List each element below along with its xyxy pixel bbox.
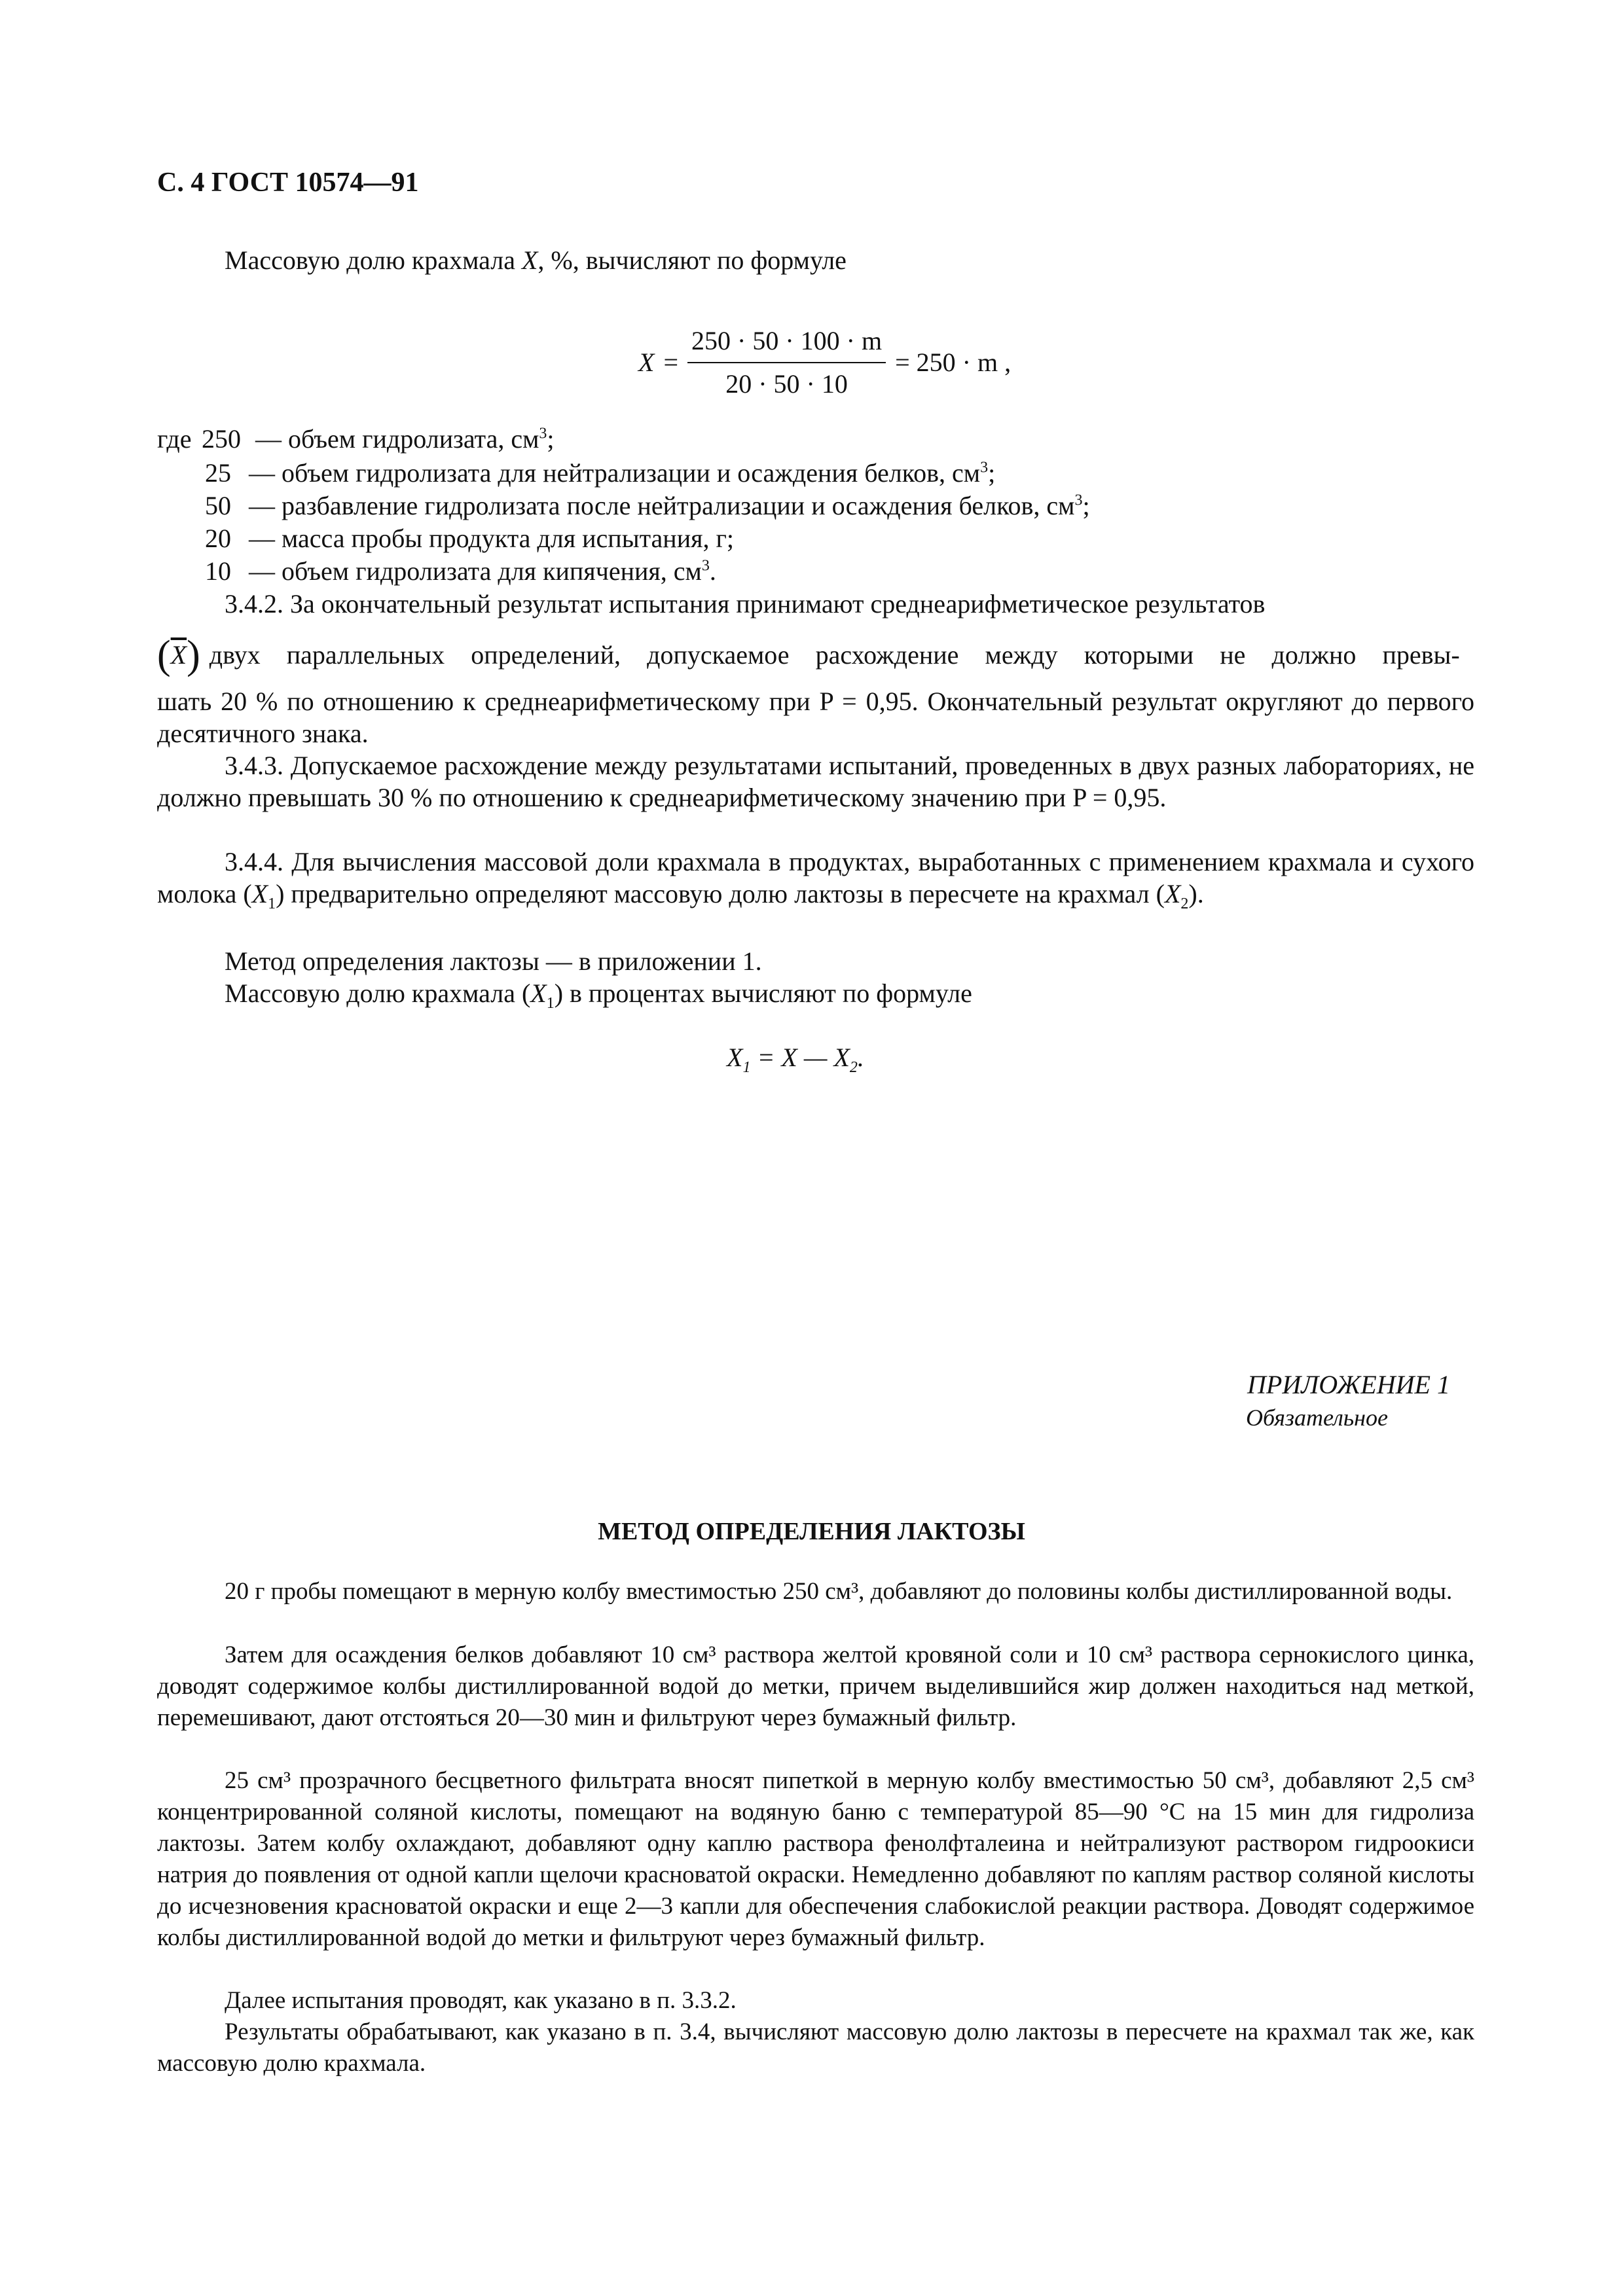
appendix-title: МЕТОД ОПРЕДЕЛЕНИЯ ЛАКТОЗЫ: [598, 1518, 1025, 1545]
formula-eq: =: [663, 348, 678, 377]
legend-text-3: — разбавление гидролизата после нейтрализации и осаждения белков, $см^3$;: [249, 491, 1090, 520]
legend-num-2: 25: [205, 458, 231, 488]
appendix-paragraph-5: Результаты обрабатывают, как указано в п. 3.4, вычисляют массовую долю лактозы в пересчете на крахмал так же, как массовую долю крахмала.: [157, 2018, 1474, 2077]
formula-fraction: [687, 324, 886, 401]
legend-num-4: 20: [205, 524, 231, 553]
paragraph-3-4-2-line1: 3.4.2. За окончательный результат испытания принимают среднеарифметическое результатов: [225, 589, 1266, 619]
starch-formula: [638, 324, 1011, 401]
legend-prefix: где: [157, 424, 192, 454]
difference-formula: $X_1 = X$ — $X_2$.: [727, 1043, 864, 1076]
appendix-paragraph-2: Затем для осаждения белков добавляют 10 см³ раствора желтой кровяной соли и 10 см³ раствора сернокислого цинка, доводят содержимое колбы дистиллированной водой до метки, причем выделившийся жир должен находиться над меткой, перемешивают, дают отстояться 20—30 мин и фильтруют через бумажный фильтр.: [157, 1641, 1474, 1731]
xbar-continuation: двух параллельных определений, допускаемое расхождение между которыми не должно превы-: [209, 640, 1460, 670]
formula-denominator: 20 · 50 · 10: [725, 369, 848, 399]
paragraph-3-4-4: 3.4.4. Для вычисления массовой доли крахмала в продуктах, выработанных с применением крахмала и сухого молока $(X_1)$ предварительно определяют массовую долю лактозы в пересчете на крахмал $(X_2)$.: [157, 847, 1474, 912]
intro-rest: , %, вычисляют по формуле: [538, 245, 847, 275]
legend-text-1: — объем гидролизата, $см^3$;: [255, 424, 555, 454]
formula-rhs: = 250 · m ,: [895, 348, 1012, 377]
appendix-paragraph-3: 25 см³ прозрачного бесцветного фильтрата вносят пипеткой в мерную колбу вместимостью 50 см³, добавляют 2,5 см³ концентрированной соляной кислоты, помещают на водяную баню с температурой 85—90 °С на 15 мин для гидролиза лактозы. Затем колбу охлаждают, добавляют одну каплю раствора фенолфталеина и нейтрализуют раствором гидроокиси натрия до появления от одной капли щелочи красноватой окраски. Немедленно добавляют по каплям раствор соляной кислоты до исчезновения красноватой окраски и еще 2—3 капли для обеспечения слабокислой реакции раствора. Доводят содержимое колбы дистиллированной водой до метки и фильтруют через бумажный фильтр.: [157, 1767, 1474, 1951]
method-reference: Метод определения лактозы — в приложении 1.: [225, 946, 762, 976]
legend-text-5: — объем гидролизата для кипячения, $см^3$.: [249, 556, 716, 586]
legend-text-4: — масса пробы продукта для испытания, г;: [249, 524, 735, 553]
appendix-status: Обязательное: [1246, 1405, 1388, 1431]
page-header: С. 4 ГОСТ 10574—91: [157, 168, 419, 198]
legend-num-5: 10: [205, 556, 231, 586]
appendix-paragraph-4: Далее испытания проводят, как указано в п. 3.3.2.: [225, 1987, 737, 2014]
xbar-symbol: $\overline{X}$: [170, 640, 187, 670]
formula-intro: [225, 243, 847, 278]
paragraph-3-4-2-rest: шать 20 % по отношению к среднеарифметическому при P = 0,95. Окончательный результат округляют до первого десятичного знака.: [157, 687, 1474, 748]
intro-text: Массовую долю крахмала: [225, 245, 515, 275]
legend-text-2: — объем гидролизата для нейтрализации и осаждения белков, $см^3$;: [249, 458, 996, 488]
formula-lhs: X: [638, 348, 655, 377]
appendix-label: ПРИЛОЖЕНИЕ 1: [1247, 1370, 1450, 1399]
appendix-paragraph-1: 20 г пробы помещают в мерную колбу вместимостью 250 см³, добавляют до половины колбы дистиллированной воды.: [225, 1578, 1453, 1605]
paragraph-3-4-3: 3.4.3. Допускаемое расхождение между результатами испытаний, проведенных в двух разных лабораториях, не должно превышать 30 % по отношению к среднеарифметическому значению при P = 0,95.: [157, 751, 1474, 812]
formula-numerator: 250 · 50 · 100 · m: [687, 324, 886, 363]
legend-num-1: 250: [202, 424, 241, 454]
paragraph-3-4-2-line2: ( $\overline{X}$ ) двух параллельных определений, допускаемое расхождение между которыми не должно превы-: [157, 633, 1460, 677]
calc-intro: Массовую долю крахмала $(X_1)$ в процентах вычисляют по формуле: [225, 978, 972, 1012]
legend-num-3: 50: [205, 491, 231, 520]
intro-variable: X: [521, 245, 538, 275]
